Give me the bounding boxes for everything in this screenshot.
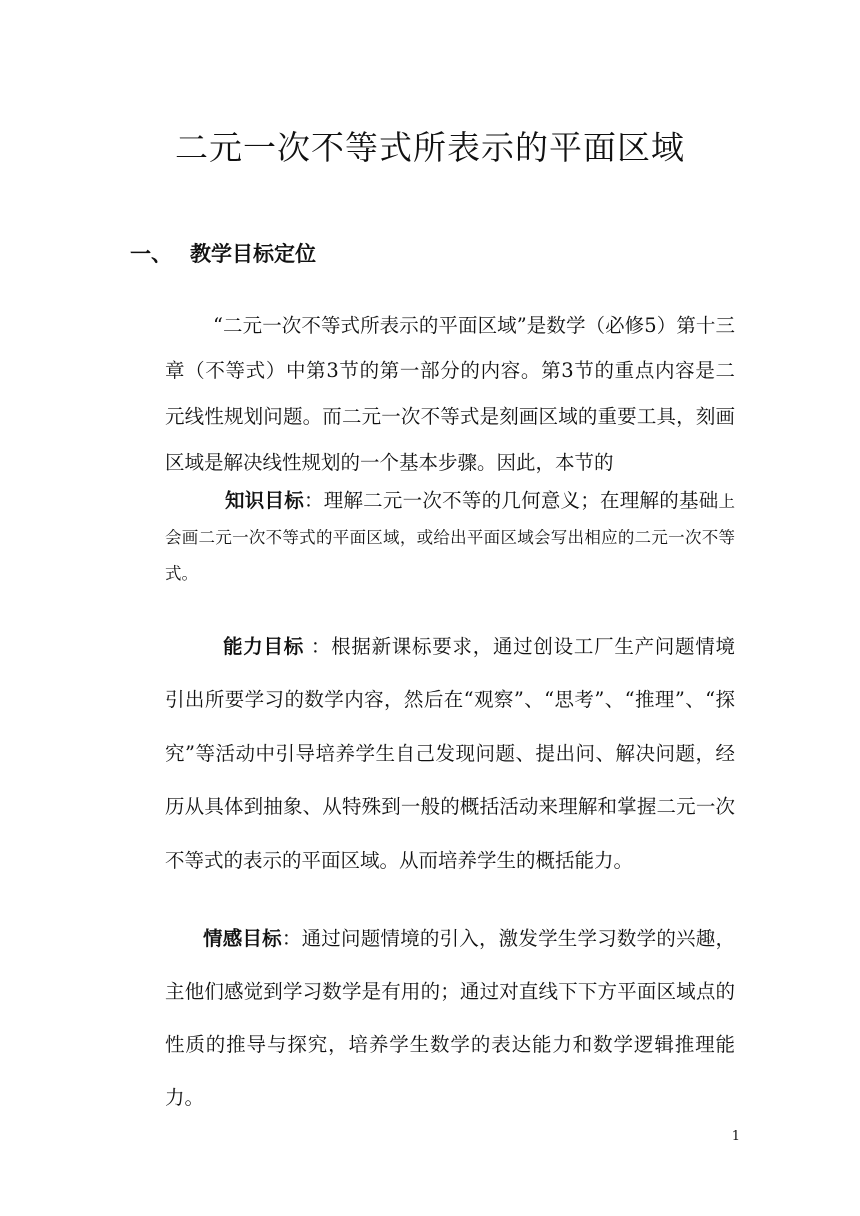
- section-number: 一、: [130, 241, 172, 266]
- emotion-objective-label: 情感目标: [203, 926, 282, 950]
- document-title: 二元一次不等式所表示的平面区域: [175, 128, 685, 167]
- intro-paragraph: “二元一次不等式所表示的平面区域”是数学（必修5）第十三章（不等式）中第3节的第一部分的内容。第3节的重点内容是二元线性规划问题。而二元一次不等式是刻画区域的重要工具，刻画区域是解决线性规划的一个基本步骤。因此，本节的: [165, 313, 735, 474]
- ability-objective-paragraph: [165, 620, 735, 888]
- knowledge-objective-text: 理解二元一次不等的几何意义；在理解的基础: [323, 488, 719, 512]
- knowledge-objective-separator: ：: [303, 488, 324, 512]
- ability-objective-label: 能力目标: [223, 634, 304, 658]
- knowledge-objective-paragraph: [165, 483, 735, 591]
- emotion-objective-text: 通过问题情境的引入，激发学生学习数学的兴趣，主他们感觉到学习数学是有用的；通过对直线下下方平面区域点的性质的推导与探究，培养学生数学的表达能力和数学逻辑推理能力。: [165, 926, 735, 1110]
- knowledge-objective-text-continued: 上会画二元一次不等式的平面区域，或给出平面区域会写出相应的二元一次不等式。: [165, 491, 735, 583]
- ability-objective-text: 根据新课标要求，通过创设工厂生产问题情境引出所要学习的数学内容，然后在“观察”、“思考”、“推理”、“探究”等活动中引导培养学生自己发现问题、提出问、解决问题，经历从具体到抽象、从特殊到一般的概括活动来理解和掌握二元一次不等式的表示的平面区域。从而培养学生的概括能力。: [165, 634, 735, 872]
- emotion-objective-separator: ：: [281, 926, 302, 950]
- page-number: 1: [731, 1129, 740, 1144]
- ability-objective-separator: ：: [303, 634, 332, 658]
- section-title: 教学目标定位: [190, 241, 316, 266]
- section-heading: [130, 236, 316, 272]
- emotion-objective-paragraph: [165, 912, 735, 1125]
- knowledge-objective-label: 知识目标: [225, 488, 304, 512]
